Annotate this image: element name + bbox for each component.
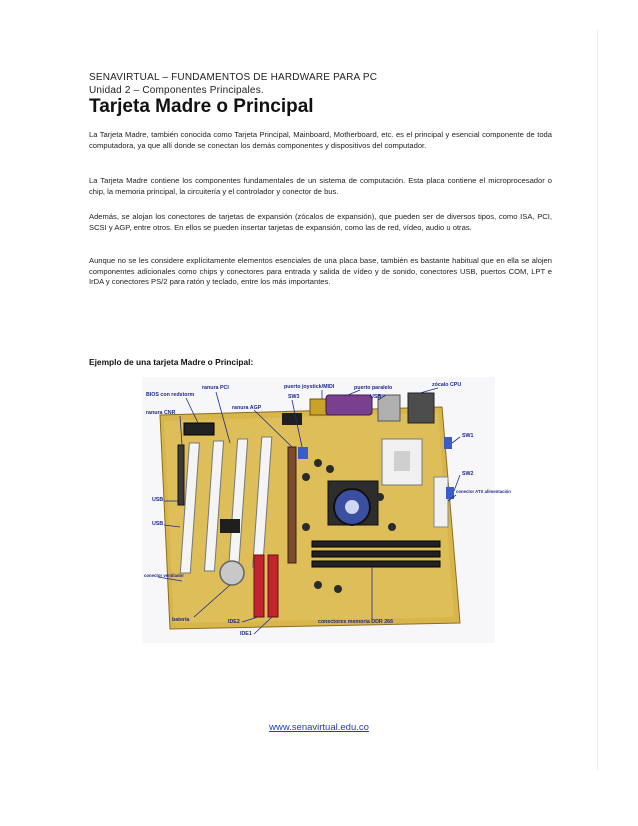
- paragraph-3: Además, se alojan los conectores de tarjetas de expansión (zócalos de expansión), que pueden ser de diversos tipos, como ISA, PCI, SCSI y AGP, entre otros. En ellos se pueden insertar tarjetas de expansión, como las de red, vídeo, audio u otras.: [89, 212, 552, 232]
- paragraph-1: La Tarjeta Madre, también conocida como Tarjeta Principal, Mainboard, Motherboard, etc. es el principal y esencial componente de toda computadora, ya que allí donde se conectan los demás componentes y dispositivos del computador.: [89, 130, 552, 150]
- label-joystick: puerto joystick/MIDI: [284, 384, 335, 390]
- header-unit: Unidad 2 – Componentes Principales.: [89, 85, 264, 96]
- motherboard-illustration: [142, 377, 495, 643]
- label-ide1: IDE1: [240, 631, 252, 637]
- label-sw3: SW3: [288, 394, 300, 400]
- label-ranura-pci: ranura PCI: [202, 385, 229, 391]
- label-ddr: conectores memoria DDR 266: [318, 619, 394, 625]
- label-zocalo-cpu: zócalo CPU: [432, 382, 462, 388]
- page-edge: [597, 30, 598, 770]
- label-usb-top: USB: [370, 394, 382, 400]
- label-atx: conector ATX alimentación: [456, 489, 511, 494]
- paragraph-4: Aunque no se les considere explícitamente elementos esenciales de una placa base, también es bastante habitual que en ella se alojen componentes adicionales como chips y conectores para entrada y salida de vídeo y de sonido, conectores USB, puertos COM, LPT e IrDA y conectores PS/2 para ratón y teclado, entre los más importantes.: [89, 256, 552, 287]
- label-ide2: IDE2: [228, 619, 240, 625]
- website-link[interactable]: www.senavirtual.edu.co: [269, 722, 369, 733]
- paragraph-2: La Tarjeta Madre contiene los componentes fundamentales de un sistema de computación. Esta placa contiene el microprocesador o chip, la memoria principal, la circuitería y el controlador y conector de bus.: [89, 176, 552, 196]
- document-header: [89, 71, 377, 97]
- header-course: SENAVIRTUAL – FUNDAMENTOS DE HARDWARE PARA PC: [89, 72, 378, 83]
- figure-caption: Ejemplo de una tarjeta Madre o Principal:: [89, 357, 254, 367]
- label-ranura-cnr: ranura CNR: [146, 410, 176, 416]
- label-sw2: SW2: [462, 471, 474, 477]
- label-sw1: SW1: [462, 433, 474, 439]
- label-ventilador: conector ventilador: [144, 573, 184, 578]
- label-usb-2: USB: [152, 521, 164, 527]
- label-bios: BIOS con redstorm: [146, 392, 195, 398]
- page-title: Tarjeta Madre o Principal: [89, 96, 314, 117]
- label-usb-1: USB: [152, 497, 164, 503]
- motherboard-figure: [142, 377, 511, 643]
- label-paralelo: puerto paralelo: [354, 385, 393, 391]
- label-ranura-agp: ranura AGP: [232, 405, 262, 411]
- label-bateria: batería: [172, 617, 190, 623]
